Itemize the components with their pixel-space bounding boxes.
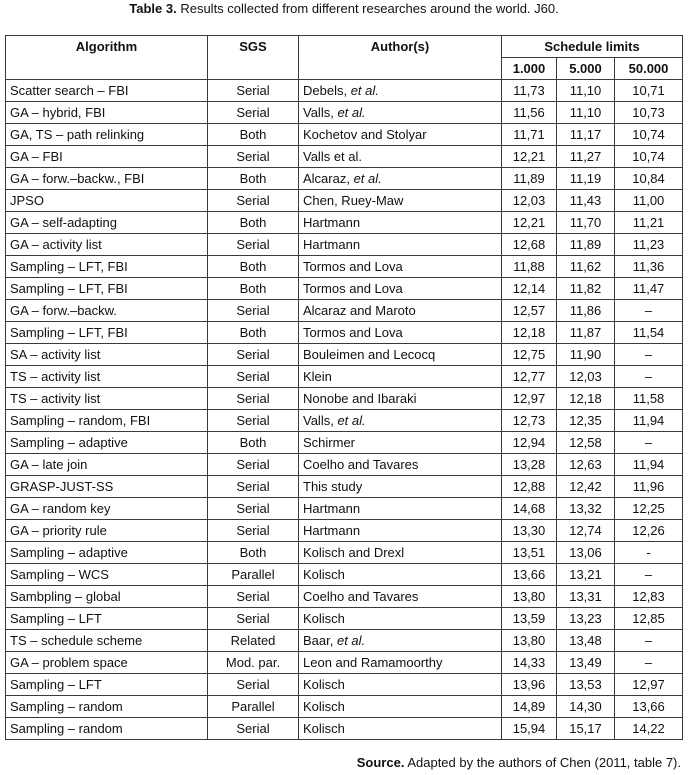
table-row — [6, 542, 683, 564]
cell-sgs: Serial — [208, 344, 299, 366]
cell-limit-5000: 13,53 — [557, 674, 615, 696]
table-row — [6, 322, 683, 344]
cell-algorithm: Sampling – WCS — [6, 564, 208, 586]
table-row — [6, 190, 683, 212]
cell-sgs: Serial — [208, 388, 299, 410]
cell-sgs: Serial — [208, 146, 299, 168]
cell-limit-50000: 11,96 — [615, 476, 683, 498]
cell-authors — [299, 564, 502, 586]
table-row — [6, 498, 683, 520]
cell-authors — [299, 674, 502, 696]
cell-limit-50000: 11,58 — [615, 388, 683, 410]
cell-limit-5000: 11,27 — [557, 146, 615, 168]
cell-limit-1000: 12,21 — [502, 146, 557, 168]
results-table — [5, 35, 683, 740]
cell-limit-1000: 15,94 — [502, 718, 557, 740]
table-caption — [0, 1, 688, 16]
cell-algorithm: Sampling – LFT — [6, 608, 208, 630]
cell-limit-50000: 11,23 — [615, 234, 683, 256]
cell-limit-50000: – — [615, 630, 683, 652]
cell-limit-50000: – — [615, 344, 683, 366]
cell-algorithm: GA – priority rule — [6, 520, 208, 542]
table-row — [6, 520, 683, 542]
cell-authors — [299, 432, 502, 454]
cell-limit-5000: 11,89 — [557, 234, 615, 256]
caption-text: Results collected from different researches around the world. J60. — [176, 1, 559, 16]
cell-algorithm: Sampling – random — [6, 718, 208, 740]
cell-algorithm: TS – schedule scheme — [6, 630, 208, 652]
table-row — [6, 256, 683, 278]
cell-sgs: Serial — [208, 300, 299, 322]
cell-limit-5000: 13,23 — [557, 608, 615, 630]
author-name: Bouleimen and Lecocq — [303, 347, 436, 362]
author-name: Schirmer — [303, 435, 356, 450]
table-row — [6, 454, 683, 476]
cell-sgs: Both — [208, 168, 299, 190]
cell-limit-50000: 11,94 — [615, 410, 683, 432]
author-et-al: et al. — [353, 171, 382, 186]
cell-algorithm: GA – hybrid, FBI — [6, 102, 208, 124]
table-row — [6, 212, 683, 234]
table-row — [6, 300, 683, 322]
cell-sgs: Parallel — [208, 696, 299, 718]
cell-limit-5000: 11,43 — [557, 190, 615, 212]
table-row — [6, 102, 683, 124]
author-name: Hartmann — [303, 523, 361, 538]
author-name: Hartmann — [303, 237, 361, 252]
cell-authors — [299, 256, 502, 278]
author-et-al: et al. — [336, 633, 366, 648]
cell-sgs: Serial — [208, 674, 299, 696]
cell-limit-1000: 11,89 — [502, 168, 557, 190]
cell-sgs: Serial — [208, 454, 299, 476]
cell-algorithm: GA – self-adapting — [6, 212, 208, 234]
caption-label: Table 3. — [129, 1, 177, 16]
cell-limit-5000: 11,90 — [557, 344, 615, 366]
cell-authors — [299, 410, 502, 432]
cell-limit-5000: 12,58 — [557, 432, 615, 454]
author-name: Kolisch — [303, 721, 345, 736]
cell-sgs: Serial — [208, 234, 299, 256]
cell-authors — [299, 300, 502, 322]
table-row — [6, 476, 683, 498]
cell-limit-50000: 10,71 — [615, 80, 683, 102]
cell-limit-1000: 13,59 — [502, 608, 557, 630]
author-name: This study — [303, 479, 363, 494]
cell-limit-50000: – — [615, 564, 683, 586]
cell-limit-1000: 13,80 — [502, 586, 557, 608]
author-name: Hartmann — [303, 501, 361, 516]
cell-limit-5000: 12,42 — [557, 476, 615, 498]
cell-algorithm: Scatter search – FBI — [6, 80, 208, 102]
cell-limit-1000: 14,89 — [502, 696, 557, 718]
cell-limit-5000: 11,19 — [557, 168, 615, 190]
cell-sgs: Serial — [208, 102, 299, 124]
header-sgs: SGS — [208, 36, 299, 80]
cell-authors — [299, 366, 502, 388]
cell-limit-1000: 12,94 — [502, 432, 557, 454]
cell-limit-5000: 13,21 — [557, 564, 615, 586]
cell-limit-1000: 13,30 — [502, 520, 557, 542]
cell-limit-1000: 13,80 — [502, 630, 557, 652]
cell-limit-1000: 11,56 — [502, 102, 557, 124]
header-row-1 — [6, 36, 683, 58]
cell-authors — [299, 278, 502, 300]
cell-limit-5000: 12,74 — [557, 520, 615, 542]
cell-limit-50000: 14,22 — [615, 718, 683, 740]
cell-algorithm: SA – activity list — [6, 344, 208, 366]
cell-limit-1000: 12,21 — [502, 212, 557, 234]
author-name: Hartmann — [303, 215, 361, 230]
cell-sgs: Serial — [208, 476, 299, 498]
author-name: Kolisch — [303, 567, 345, 582]
header-limit-50000: 50.000 — [615, 58, 683, 80]
cell-sgs: Both — [208, 124, 299, 146]
cell-sgs: Serial — [208, 190, 299, 212]
cell-limit-5000: 11,62 — [557, 256, 615, 278]
cell-authors — [299, 80, 502, 102]
cell-algorithm: GRASP-JUST-SS — [6, 476, 208, 498]
cell-authors — [299, 498, 502, 520]
cell-limit-50000: 11,36 — [615, 256, 683, 278]
cell-sgs: Both — [208, 432, 299, 454]
header-limit-5000: 5.000 — [557, 58, 615, 80]
cell-algorithm: GA – random key — [6, 498, 208, 520]
author-name: Kolisch — [303, 699, 345, 714]
cell-limit-50000: 12,85 — [615, 608, 683, 630]
cell-limit-1000: 12,73 — [502, 410, 557, 432]
cell-limit-1000: 12,68 — [502, 234, 557, 256]
cell-sgs: Serial — [208, 498, 299, 520]
cell-sgs: Both — [208, 278, 299, 300]
table-row — [6, 718, 683, 740]
cell-authors — [299, 696, 502, 718]
table-row — [6, 608, 683, 630]
table-row — [6, 278, 683, 300]
cell-limit-50000: 12,97 — [615, 674, 683, 696]
cell-authors — [299, 212, 502, 234]
cell-algorithm: Sambpling – global — [6, 586, 208, 608]
cell-sgs: Serial — [208, 586, 299, 608]
table-row — [6, 146, 683, 168]
cell-authors — [299, 190, 502, 212]
cell-limit-50000: – — [615, 652, 683, 674]
author-name: Valls et al. — [303, 149, 363, 164]
author-name: Debels, — [303, 83, 351, 98]
cell-authors — [299, 234, 502, 256]
cell-limit-5000: 11,17 — [557, 124, 615, 146]
header-algorithm: Algorithm — [6, 36, 208, 80]
cell-limit-1000: 12,88 — [502, 476, 557, 498]
author-name: Tormos and Lova — [303, 325, 403, 340]
cell-authors — [299, 322, 502, 344]
cell-limit-1000: 13,51 — [502, 542, 557, 564]
cell-limit-1000: 11,71 — [502, 124, 557, 146]
header-limit-1000: 1.000 — [502, 58, 557, 80]
cell-limit-5000: 11,10 — [557, 80, 615, 102]
header-authors: Author(s) — [299, 36, 502, 80]
cell-sgs: Parallel — [208, 564, 299, 586]
cell-authors — [299, 608, 502, 630]
cell-authors — [299, 146, 502, 168]
cell-algorithm: Sampling – LFT, FBI — [6, 322, 208, 344]
source-label: Source. — [356, 755, 405, 770]
author-name: Chen, Ruey-Maw — [303, 193, 404, 208]
cell-algorithm: Sampling – LFT, FBI — [6, 278, 208, 300]
cell-authors — [299, 542, 502, 564]
author-et-al: et al. — [337, 105, 366, 120]
cell-limit-50000: 11,54 — [615, 322, 683, 344]
table-row — [6, 652, 683, 674]
cell-authors — [299, 476, 502, 498]
cell-authors — [299, 388, 502, 410]
table-row — [6, 80, 683, 102]
cell-limit-1000: 11,88 — [502, 256, 557, 278]
cell-limit-1000: 14,33 — [502, 652, 557, 674]
cell-sgs: Serial — [208, 608, 299, 630]
cell-algorithm: Sampling – random, FBI — [6, 410, 208, 432]
cell-sgs: Both — [208, 322, 299, 344]
table-row — [6, 564, 683, 586]
cell-limit-1000: 13,28 — [502, 454, 557, 476]
author-name: Alcaraz and Maroto — [303, 303, 416, 318]
cell-limit-50000: 10,84 — [615, 168, 683, 190]
cell-sgs: Both — [208, 256, 299, 278]
cell-authors — [299, 102, 502, 124]
cell-limit-50000: 11,00 — [615, 190, 683, 212]
table-row — [6, 234, 683, 256]
cell-limit-50000: 13,66 — [615, 696, 683, 718]
cell-limit-50000: 11,21 — [615, 212, 683, 234]
cell-authors — [299, 520, 502, 542]
cell-limit-50000: – — [615, 366, 683, 388]
cell-authors — [299, 344, 502, 366]
table-row — [6, 344, 683, 366]
source-text: Adapted by the authors of Chen (2011, table 7). — [404, 755, 681, 770]
cell-limit-50000: – — [615, 432, 683, 454]
cell-algorithm: GA – forw.–backw. — [6, 300, 208, 322]
cell-limit-50000: 10,74 — [615, 124, 683, 146]
cell-authors — [299, 718, 502, 740]
cell-authors — [299, 652, 502, 674]
cell-limit-5000: 11,82 — [557, 278, 615, 300]
cell-limit-50000: - — [615, 542, 683, 564]
cell-limit-1000: 12,75 — [502, 344, 557, 366]
cell-limit-1000: 12,57 — [502, 300, 557, 322]
table-row — [6, 674, 683, 696]
cell-limit-5000: 15,17 — [557, 718, 615, 740]
cell-limit-5000: 13,49 — [557, 652, 615, 674]
cell-algorithm: Sampling – LFT, FBI — [6, 256, 208, 278]
table-row — [6, 586, 683, 608]
author-name: Klein — [303, 369, 332, 384]
cell-sgs: Serial — [208, 520, 299, 542]
cell-limit-1000: 12,97 — [502, 388, 557, 410]
table-body — [6, 80, 683, 740]
cell-algorithm: JPSO — [6, 190, 208, 212]
cell-limit-50000: 12,25 — [615, 498, 683, 520]
author-name: Kolisch and Drexl — [303, 545, 405, 560]
table-row — [6, 630, 683, 652]
cell-algorithm: TS – activity list — [6, 366, 208, 388]
author-name: Kochetov and Stolyar — [303, 127, 427, 142]
author-name: Baar, — [303, 633, 337, 648]
cell-limit-5000: 13,48 — [557, 630, 615, 652]
author-name: Alcaraz, — [303, 171, 354, 186]
cell-limit-1000: 13,96 — [502, 674, 557, 696]
cell-limit-1000: 11,73 — [502, 80, 557, 102]
cell-algorithm: GA – late join — [6, 454, 208, 476]
cell-limit-5000: 11,70 — [557, 212, 615, 234]
cell-limit-1000: 12,77 — [502, 366, 557, 388]
cell-limit-50000: 11,47 — [615, 278, 683, 300]
cell-limit-5000: 11,87 — [557, 322, 615, 344]
cell-sgs: Related — [208, 630, 299, 652]
cell-algorithm: GA – problem space — [6, 652, 208, 674]
cell-sgs: Serial — [208, 718, 299, 740]
cell-limit-5000: 12,03 — [557, 366, 615, 388]
source-note — [357, 755, 681, 770]
cell-limit-5000: 13,31 — [557, 586, 615, 608]
author-name: Coelho and Tavares — [303, 589, 419, 604]
cell-algorithm: Sampling – adaptive — [6, 542, 208, 564]
author-name: Coelho and Tavares — [303, 457, 419, 472]
cell-limit-5000: 12,63 — [557, 454, 615, 476]
cell-authors — [299, 168, 502, 190]
author-name: Tormos and Lova — [303, 259, 403, 274]
cell-limit-1000: 14,68 — [502, 498, 557, 520]
cell-sgs: Serial — [208, 410, 299, 432]
cell-limit-50000: – — [615, 300, 683, 322]
cell-limit-50000: 11,94 — [615, 454, 683, 476]
table-row — [6, 410, 683, 432]
cell-sgs: Mod. par. — [208, 652, 299, 674]
cell-limit-50000: 12,26 — [615, 520, 683, 542]
table-row — [6, 168, 683, 190]
cell-limit-5000: 12,35 — [557, 410, 615, 432]
author-name: Kolisch — [303, 611, 345, 626]
author-name: Kolisch — [303, 677, 345, 692]
author-name: Tormos and Lova — [303, 281, 403, 296]
table-row — [6, 432, 683, 454]
table-row — [6, 696, 683, 718]
cell-limit-1000: 12,14 — [502, 278, 557, 300]
cell-limit-5000: 12,18 — [557, 388, 615, 410]
cell-algorithm: GA, TS – path relinking — [6, 124, 208, 146]
cell-algorithm: Sampling – adaptive — [6, 432, 208, 454]
cell-algorithm: GA – activity list — [6, 234, 208, 256]
cell-limit-5000: 13,06 — [557, 542, 615, 564]
table-row — [6, 366, 683, 388]
cell-limit-1000: 12,03 — [502, 190, 557, 212]
cell-algorithm: GA – forw.–backw., FBI — [6, 168, 208, 190]
cell-authors — [299, 586, 502, 608]
table-row — [6, 124, 683, 146]
cell-limit-5000: 11,86 — [557, 300, 615, 322]
author-et-al: et al. — [337, 413, 366, 428]
author-name: Valls, — [303, 105, 338, 120]
table-row — [6, 388, 683, 410]
cell-algorithm: TS – activity list — [6, 388, 208, 410]
cell-limit-50000: 10,74 — [615, 146, 683, 168]
author-name: Leon and Ramamoorthy — [303, 655, 443, 670]
cell-authors — [299, 630, 502, 652]
cell-limit-5000: 11,10 — [557, 102, 615, 124]
author-et-al: et al. — [350, 83, 379, 98]
cell-limit-5000: 13,32 — [557, 498, 615, 520]
author-name: Nonobe and Ibaraki — [303, 391, 417, 406]
cell-limit-50000: 12,83 — [615, 586, 683, 608]
cell-sgs: Both — [208, 542, 299, 564]
cell-algorithm: GA – FBI — [6, 146, 208, 168]
cell-authors — [299, 454, 502, 476]
cell-sgs: Serial — [208, 366, 299, 388]
cell-algorithm: Sampling – LFT — [6, 674, 208, 696]
cell-limit-50000: 10,73 — [615, 102, 683, 124]
cell-limit-5000: 14,30 — [557, 696, 615, 718]
cell-limit-1000: 12,18 — [502, 322, 557, 344]
cell-algorithm: Sampling – random — [6, 696, 208, 718]
cell-limit-1000: 13,66 — [502, 564, 557, 586]
header-schedule-limits: Schedule limits — [502, 36, 683, 58]
author-name: Valls, — [303, 413, 338, 428]
cell-sgs: Serial — [208, 80, 299, 102]
cell-authors — [299, 124, 502, 146]
cell-sgs: Both — [208, 212, 299, 234]
